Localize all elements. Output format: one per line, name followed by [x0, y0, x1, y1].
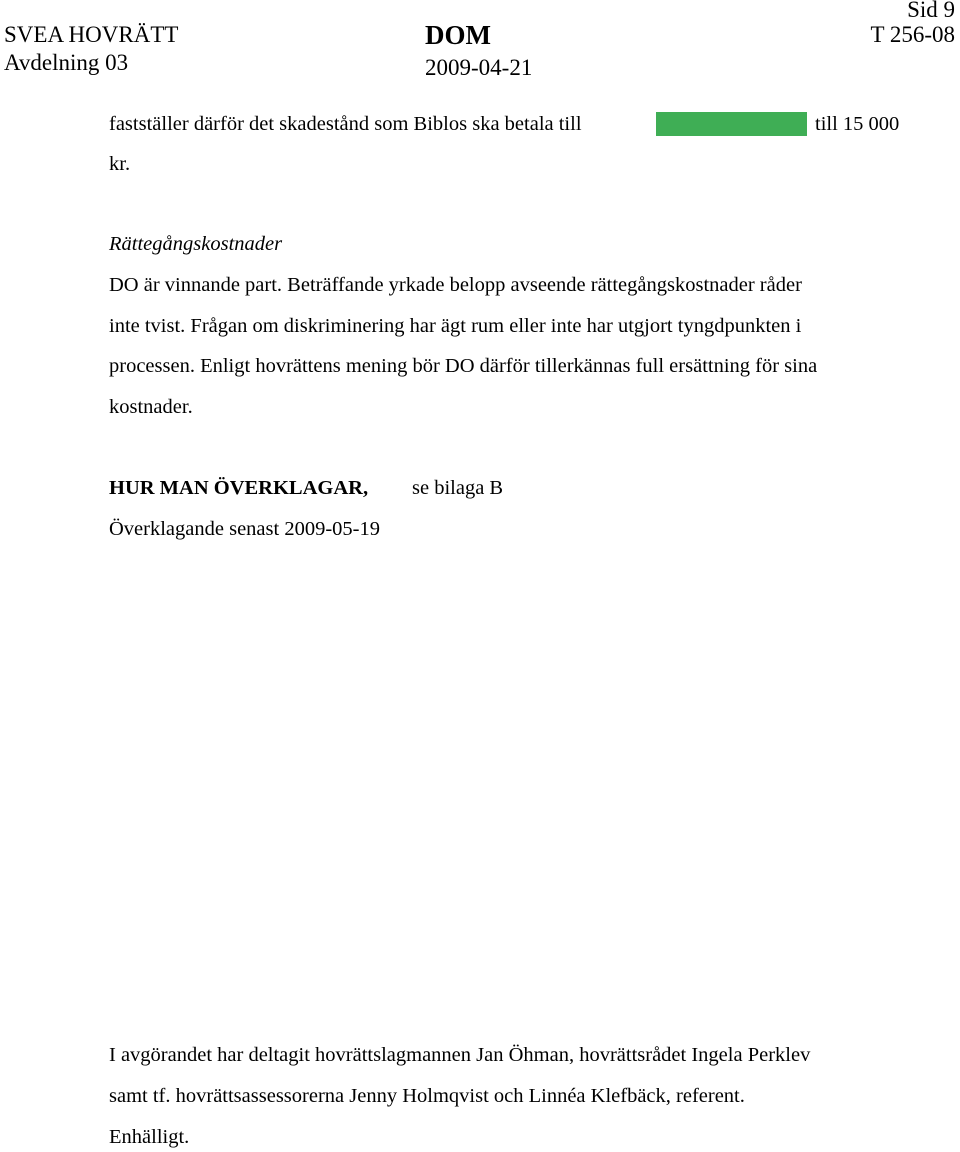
document-date: 2009-04-21: [425, 55, 533, 80]
department: Avdelning 03: [4, 50, 129, 75]
paragraph-text: kostnader.: [109, 396, 193, 418]
paragraph-text: processen. Enligt hovrättens mening bör DO därför tillerkännas full ersättning för sina: [109, 355, 818, 377]
paragraph-text: fastställer därför det skadestånd som Biblos ska betala till: [109, 113, 582, 135]
paragraph-text: DO är vinnande part. Beträffande yrkade belopp avseende rättegångskostnader råder: [109, 274, 802, 296]
appeal-heading: HUR MAN ÖVERKLAGAR,: [109, 477, 369, 499]
paragraph-text: till 15 000: [815, 113, 900, 135]
court-name: SVEA HOVRÄTT: [4, 22, 179, 47]
case-number: T 256-08: [870, 22, 955, 47]
paragraph-text: inte tvist. Frågan om diskriminering har ägt rum eller inte har utgjort tyngdpunkten i: [109, 315, 802, 337]
appeal-deadline: Överklagande senast 2009-05-19: [109, 518, 380, 540]
page-number: Sid 9: [907, 0, 955, 22]
judges-text: Enhälligt.: [109, 1126, 190, 1148]
judges-text: I avgörandet har deltagit hovrättslagmannen Jan Öhman, hovrättsrådet Ingela Perklev: [109, 1044, 811, 1066]
judges-text: samt tf. hovrättsassessorerna Jenny Holmqvist och Linnéa Klefbäck, referent.: [109, 1085, 745, 1107]
paragraph-text: kr.: [109, 153, 131, 175]
appeal-reference: se bilaga B: [412, 477, 504, 499]
redaction-block: [656, 112, 807, 136]
section-heading: Rättegångskostnader: [109, 233, 283, 255]
document-type: DOM: [425, 20, 491, 50]
